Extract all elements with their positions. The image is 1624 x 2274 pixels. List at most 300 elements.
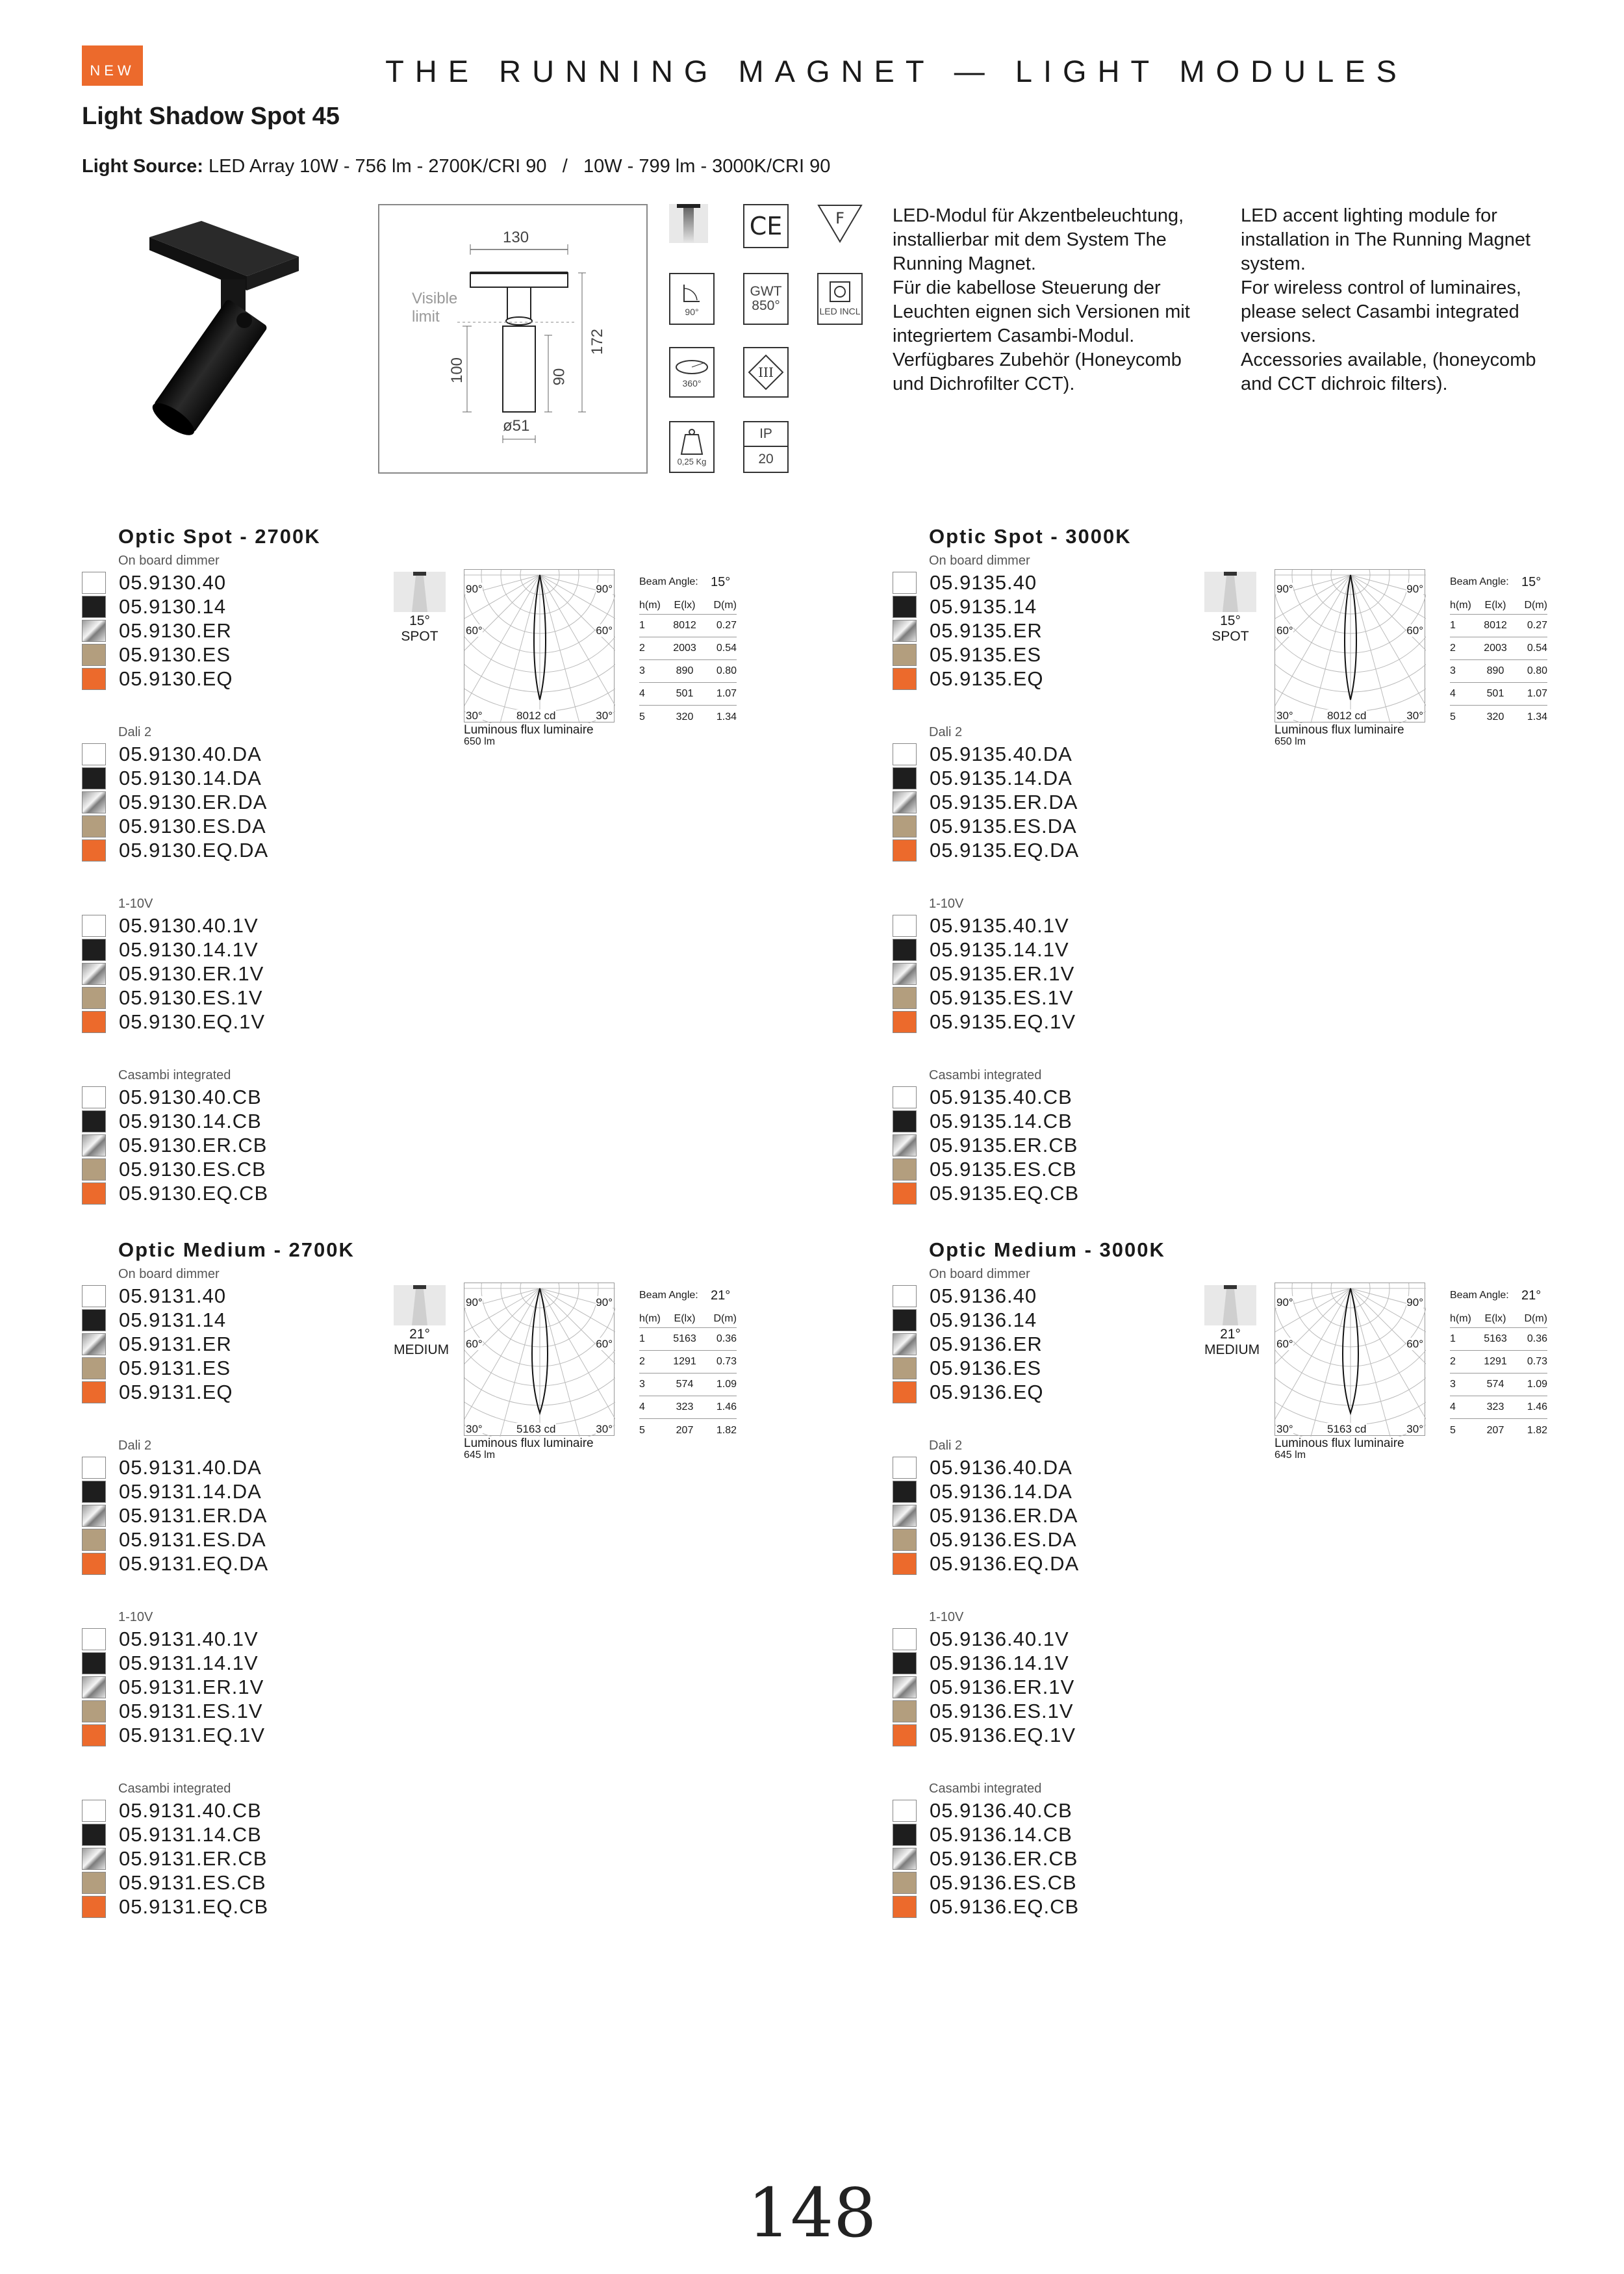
section-spot-3000k	[893, 525, 1624, 1230]
weight-icon	[669, 421, 715, 473]
beam-angle: 15°	[409, 613, 430, 628]
beam-angle-label: Beam Angle:	[1450, 576, 1509, 587]
cell-h: 1	[1450, 620, 1456, 631]
polar-30-right: 30°	[596, 709, 613, 722]
polar-30-left: 30°	[1276, 709, 1293, 722]
product-code-row	[82, 1699, 263, 1723]
product-code: 05.9131.EQ.1V	[119, 1723, 265, 1746]
product-code: 05.9130.40.CB	[119, 1085, 262, 1108]
product-code: 05.9136.40.DA	[930, 1455, 1072, 1479]
dim-visible-limit: Visible limit	[412, 290, 458, 326]
spot-type-icon	[669, 204, 708, 243]
product-code: 05.9130.40	[119, 570, 227, 594]
product-code-row	[82, 962, 264, 986]
product-code-row	[893, 938, 1069, 962]
finish-swatch	[893, 815, 917, 837]
col-d: D(m)	[1524, 1312, 1547, 1324]
product-code-row	[893, 594, 1037, 619]
finish-swatch	[893, 1481, 917, 1503]
photometric-table	[1450, 1288, 1547, 1442]
polar-30-right: 30°	[1406, 709, 1423, 722]
cell-e: 207	[1486, 1424, 1504, 1436]
col-h: h(m)	[1450, 599, 1471, 611]
product-code: 05.9131.ES	[119, 1356, 231, 1379]
polar-60-left: 60°	[466, 624, 483, 637]
cell-h: 4	[639, 688, 645, 699]
product-code: 05.9131.40.CB	[119, 1798, 262, 1822]
product-code-row	[893, 1181, 1079, 1205]
product-code: 05.9130.ER	[119, 619, 232, 642]
product-code: 05.9135.14.CB	[930, 1109, 1072, 1132]
product-code-row	[82, 938, 259, 962]
product-code-row	[893, 1010, 1076, 1034]
group-label: Casambi integrated	[118, 1782, 231, 1796]
product-code: 05.9136.EQ	[930, 1380, 1044, 1403]
product-code: 05.9130.EQ	[119, 667, 233, 690]
product-code: 05.9130.14.1V	[119, 938, 259, 961]
beam-angle: 15°	[1220, 613, 1241, 628]
polar-30-left: 30°	[466, 709, 483, 722]
cell-d: 1.46	[716, 1401, 737, 1412]
product-code: 05.9136.ES.1V	[930, 1699, 1074, 1722]
product-code-row	[893, 1651, 1069, 1675]
cell-d: 0.36	[1527, 1333, 1547, 1344]
finish-swatch	[893, 839, 917, 862]
product-code-row	[893, 1356, 1041, 1380]
dim-h172: 172	[589, 328, 607, 355]
product-code-row	[82, 1010, 265, 1034]
product-code-row	[893, 1109, 1072, 1133]
beam-name: MEDIUM	[1204, 1342, 1260, 1357]
finish-swatch	[893, 1357, 917, 1379]
product-code-row	[893, 962, 1074, 986]
product-code-row	[82, 1455, 262, 1479]
finish-swatch	[82, 1309, 106, 1331]
cell-h: 2	[639, 1356, 645, 1367]
cell-e: 501	[676, 688, 694, 699]
polar-60-right: 60°	[596, 1338, 613, 1350]
product-code-row	[893, 1284, 1037, 1308]
product-code: 05.9130.EQ.1V	[119, 1010, 265, 1033]
finish-swatch	[893, 1158, 917, 1181]
cell-d: 0.80	[1527, 665, 1547, 676]
product-code-row	[82, 1181, 268, 1205]
finish-swatch	[82, 1357, 106, 1379]
cell-h: 5	[639, 711, 645, 722]
finish-swatch	[893, 1872, 917, 1894]
col-h: h(m)	[639, 1312, 661, 1324]
polar-90-right: 90°	[596, 1296, 613, 1309]
table-row	[639, 1351, 737, 1373]
cell-e: 501	[1486, 688, 1504, 699]
group-label: Dali 2	[118, 1438, 152, 1453]
product-code: 05.9135.40.DA	[930, 742, 1072, 765]
finish-swatch	[82, 1158, 106, 1181]
table-row	[639, 706, 737, 728]
product-code: 05.9135.ER.CB	[930, 1133, 1078, 1156]
finish-swatch	[893, 668, 917, 690]
finish-swatch	[82, 1011, 106, 1033]
finish-swatch	[82, 915, 106, 937]
product-code-row	[82, 1479, 262, 1503]
product-code-row	[893, 742, 1072, 766]
product-code-row	[893, 643, 1041, 667]
finish-swatch	[82, 620, 106, 642]
product-code-row	[82, 1822, 262, 1846]
cell-e: 1291	[673, 1356, 696, 1367]
cell-d: 0.54	[716, 643, 737, 654]
polar-90-right: 90°	[596, 583, 613, 595]
product-code: 05.9135.ER	[930, 619, 1043, 642]
product-code-row	[82, 913, 259, 938]
beam-name: SPOT	[1212, 629, 1249, 644]
finish-swatch	[82, 1134, 106, 1156]
finish-swatch	[82, 1182, 106, 1205]
finish-swatch	[82, 1505, 106, 1527]
candela-value: 5163 cd	[1327, 1423, 1367, 1435]
finish-swatch	[82, 1848, 106, 1870]
table-row	[1450, 683, 1547, 706]
flux-label: Luminous flux luminaire	[1275, 1437, 1404, 1450]
product-code: 05.9131.ES.CB	[119, 1871, 266, 1894]
product-code: 05.9131.14	[119, 1308, 227, 1331]
cell-e: 320	[1486, 711, 1504, 722]
polar-90-left: 90°	[1276, 1296, 1293, 1309]
beam-name: MEDIUM	[394, 1342, 450, 1357]
product-code: 05.9131.14.DA	[119, 1479, 262, 1503]
section-title: Optic Medium - 3000K	[929, 1238, 1165, 1261]
finish-swatch	[893, 939, 917, 961]
product-code: 05.9136.ES.CB	[930, 1871, 1077, 1894]
product-code-row	[82, 1651, 259, 1675]
table-row	[1450, 1328, 1547, 1351]
polar-30-left: 30°	[1276, 1423, 1293, 1435]
product-code-row	[893, 1133, 1078, 1157]
polar-diagram	[1275, 1283, 1425, 1436]
product-code: 05.9131.EQ	[119, 1380, 233, 1403]
table-row	[639, 1419, 737, 1442]
finish-swatch	[893, 1824, 917, 1846]
finish-swatch	[82, 1481, 106, 1503]
cell-d: 1.09	[1527, 1379, 1547, 1390]
beam-angle: 21°	[1220, 1327, 1241, 1342]
group-label: 1-10V	[118, 1610, 153, 1624]
tilt-label: 90°	[685, 307, 699, 317]
table-row	[639, 615, 737, 637]
group-label: On board dimmer	[929, 554, 1030, 568]
product-code: 05.9136.EQ.CB	[930, 1895, 1080, 1918]
cell-e: 2003	[1484, 643, 1507, 654]
product-code-row	[82, 814, 266, 838]
table-row	[1450, 615, 1547, 637]
cell-e: 207	[676, 1424, 694, 1436]
product-code: 05.9131.ER	[119, 1332, 232, 1355]
finish-swatch	[82, 1800, 106, 1822]
product-code-row	[893, 1479, 1072, 1503]
finish-swatch	[82, 963, 106, 985]
finish-swatch	[893, 1800, 917, 1822]
polar-diagram	[1275, 569, 1425, 722]
rotate-label: 360°	[682, 378, 702, 389]
product-code-row	[893, 986, 1074, 1010]
product-code-row	[893, 1798, 1072, 1822]
product-code: 05.9135.EQ.1V	[930, 1010, 1076, 1033]
cell-e: 323	[1486, 1401, 1504, 1412]
finish-swatch	[82, 815, 106, 837]
group-label: 1-10V	[929, 897, 964, 911]
finish-swatch	[82, 1872, 106, 1894]
candela-value: 8012 cd	[516, 709, 556, 722]
cell-h: 5	[1450, 711, 1456, 722]
product-code: 05.9130.40.DA	[119, 742, 262, 765]
finish-swatch	[893, 1724, 917, 1746]
product-code-row	[893, 766, 1072, 790]
group-label: Casambi integrated	[929, 1782, 1042, 1796]
product-code: 05.9130.ES.CB	[119, 1157, 266, 1181]
finish-swatch	[893, 1628, 917, 1650]
polar-30-left: 30°	[466, 1423, 483, 1435]
page-number: 148	[747, 2173, 877, 2253]
polar-90-left: 90°	[466, 583, 483, 595]
product-code: 05.9136.ER.DA	[930, 1503, 1078, 1527]
product-code-row	[82, 594, 226, 619]
cell-d: 1.07	[1527, 688, 1547, 699]
product-code-row	[82, 1895, 268, 1919]
table-row	[1450, 706, 1547, 728]
group-label: Dali 2	[118, 725, 152, 739]
cell-d: 0.54	[1527, 643, 1547, 654]
section-title: Optic Spot - 2700K	[118, 525, 321, 548]
product-title: Light Shadow Spot 45	[82, 103, 340, 130]
cell-h: 3	[639, 1379, 645, 1390]
finish-swatch	[893, 1110, 917, 1132]
product-code: 05.9135.ES.CB	[930, 1157, 1077, 1181]
cell-d: 0.27	[716, 620, 737, 631]
cell-h: 1	[639, 1333, 645, 1344]
product-code: 05.9136.ES.DA	[930, 1527, 1077, 1551]
gwt-label: GWT 850°	[750, 284, 782, 313]
flux-value: 645 lm	[1275, 1450, 1306, 1461]
finish-swatch	[82, 1457, 106, 1479]
dim-h90: 90	[550, 368, 568, 386]
product-code: 05.9131.40.DA	[119, 1455, 262, 1479]
finish-swatch	[893, 1182, 917, 1205]
product-code-row	[82, 1284, 226, 1308]
product-code: 05.9136.14.CB	[930, 1822, 1072, 1846]
product-code-row	[82, 1308, 226, 1332]
cell-e: 8012	[673, 620, 696, 631]
description-en: LED accent lighting module for installation in The Running Magnet system. For wireless control of luminaires, please select Casambi integrated versions. Accessories available, (honeycomb and CCT dichroic filters).	[1241, 205, 1536, 394]
finish-swatch	[893, 791, 917, 813]
product-code: 05.9130.ES	[119, 643, 231, 666]
col-e: E(lx)	[1484, 599, 1506, 611]
polar-diagram	[464, 1283, 615, 1436]
finish-swatch	[893, 1309, 917, 1331]
product-code-row	[82, 1798, 262, 1822]
finish-swatch	[893, 572, 917, 594]
product-code-row	[893, 1675, 1074, 1699]
finish-swatch	[893, 1333, 917, 1355]
finish-swatch	[82, 1333, 106, 1355]
finish-swatch	[82, 1086, 106, 1108]
product-code-row	[82, 1157, 266, 1181]
photometric-table	[639, 574, 737, 728]
product-code: 05.9130.ES.DA	[119, 814, 266, 837]
cell-h: 3	[1450, 665, 1456, 676]
beam-angle-value: 15°	[711, 574, 731, 589]
product-code-row	[82, 1871, 266, 1895]
product-code: 05.9130.ER.1V	[119, 962, 264, 985]
product-code: 05.9136.40	[930, 1284, 1037, 1307]
product-code-row	[82, 742, 262, 766]
finish-swatch	[893, 1700, 917, 1722]
finish-swatch	[893, 767, 917, 789]
product-code: 05.9135.ES.1V	[930, 986, 1074, 1009]
page-title: THE RUNNING MAGNET — LIGHT MODULES	[385, 54, 1408, 88]
product-code: 05.9130.ER.CB	[119, 1133, 268, 1156]
cell-d: 0.27	[1527, 620, 1547, 631]
finish-swatch	[893, 963, 917, 985]
col-h: h(m)	[639, 599, 661, 611]
product-code-row	[82, 986, 263, 1010]
product-code: 05.9136.ER	[930, 1332, 1043, 1355]
beam-angle-label: Beam Angle:	[1450, 1290, 1509, 1301]
beam-angle: 21°	[409, 1327, 430, 1342]
cell-e: 323	[676, 1401, 694, 1412]
finish-swatch	[893, 915, 917, 937]
table-row	[639, 637, 737, 660]
product-code-row	[893, 1822, 1072, 1846]
polar-90-left: 90°	[466, 1296, 483, 1309]
finish-swatch	[893, 1381, 917, 1403]
table-row	[639, 1373, 737, 1396]
finish-swatch	[82, 1285, 106, 1307]
product-code: 05.9136.ER.1V	[930, 1675, 1075, 1698]
finish-swatch	[82, 1553, 106, 1575]
finish-swatch	[82, 1529, 106, 1551]
svg-text:F: F	[835, 209, 844, 227]
finish-swatch	[82, 1652, 106, 1674]
dim-diameter: ø51	[503, 417, 530, 435]
product-code-row	[82, 1675, 264, 1699]
light-source-label: Light Source:	[82, 156, 203, 177]
table-row	[1450, 1351, 1547, 1373]
beam-type-icon	[394, 572, 446, 645]
finish-swatch	[893, 1134, 917, 1156]
finish-swatch	[82, 596, 106, 618]
photometric-table	[1450, 574, 1547, 728]
beam-name: SPOT	[401, 629, 438, 644]
table-row	[1450, 1396, 1547, 1419]
product-code: 05.9135.ES.DA	[930, 814, 1077, 837]
finish-swatch	[893, 1529, 917, 1551]
table-row	[639, 660, 737, 683]
ip-label: IP	[744, 422, 787, 447]
group-label: Casambi integrated	[929, 1068, 1042, 1082]
beam-angle-label: Beam Angle:	[639, 1290, 698, 1301]
product-code: 05.9130.ES.1V	[119, 986, 263, 1009]
product-code: 05.9135.ES	[930, 643, 1042, 666]
cell-h: 2	[1450, 643, 1456, 654]
polar-90-left: 90°	[1276, 583, 1293, 595]
cell-h: 3	[639, 665, 645, 676]
finish-swatch	[893, 1086, 917, 1108]
section-medium-2700k	[82, 1238, 829, 1943]
cell-h: 4	[639, 1401, 645, 1412]
dimension-drawing	[378, 204, 648, 474]
product-code: 05.9136.EQ.DA	[930, 1552, 1080, 1575]
polar-30-right: 30°	[596, 1423, 613, 1435]
col-e: E(lx)	[674, 1312, 696, 1324]
dim-width: 130	[503, 229, 529, 246]
product-code: 05.9135.EQ.DA	[930, 838, 1080, 862]
finish-swatch	[82, 791, 106, 813]
polar-90-right: 90°	[1406, 583, 1423, 595]
col-e: E(lx)	[1484, 1312, 1506, 1324]
product-code-row	[893, 913, 1069, 938]
product-code-row	[82, 1109, 262, 1133]
group-label: Casambi integrated	[118, 1068, 231, 1082]
polar-diagram	[464, 569, 615, 722]
product-code: 05.9136.40.1V	[930, 1627, 1069, 1650]
group-label: Dali 2	[929, 1438, 963, 1453]
product-code-row	[893, 1503, 1078, 1527]
product-code-row	[82, 1552, 268, 1576]
table-row	[639, 1328, 737, 1351]
product-code: 05.9135.ER.DA	[930, 790, 1078, 813]
cell-h: 2	[1450, 1356, 1456, 1367]
product-code-row	[82, 790, 267, 814]
cell-h: 5	[1450, 1424, 1456, 1436]
finish-swatch	[82, 1824, 106, 1846]
finish-swatch	[82, 939, 106, 961]
finish-swatch	[82, 1700, 106, 1722]
product-code: 05.9130.EQ.DA	[119, 838, 269, 862]
finish-swatch	[82, 839, 106, 862]
finish-swatch	[893, 1457, 917, 1479]
product-code-row	[82, 1723, 265, 1747]
table-row	[1450, 1373, 1547, 1396]
cell-e: 574	[1486, 1379, 1504, 1390]
cell-h: 5	[639, 1424, 645, 1436]
product-code-row	[82, 1503, 267, 1527]
finish-swatch	[82, 572, 106, 594]
flux-value: 650 lm	[1275, 736, 1306, 747]
product-code-row	[893, 1455, 1072, 1479]
flux-label: Luminous flux luminaire	[1275, 723, 1404, 737]
light-source-line	[82, 156, 830, 177]
gwt-icon	[743, 273, 789, 325]
product-code-row	[82, 1846, 267, 1871]
product-code: 05.9131.ER.CB	[119, 1846, 268, 1870]
product-code-row	[893, 1552, 1079, 1576]
beam-angle-value: 21°	[711, 1288, 731, 1303]
product-code: 05.9131.ES.1V	[119, 1699, 263, 1722]
finish-swatch	[893, 1652, 917, 1674]
product-code: 05.9131.EQ.DA	[119, 1552, 269, 1575]
polar-30-right: 30°	[1406, 1423, 1423, 1435]
product-code: 05.9136.ER.CB	[930, 1846, 1078, 1870]
finish-swatch	[82, 1724, 106, 1746]
col-h: h(m)	[1450, 1312, 1471, 1324]
cell-h: 1	[1450, 1333, 1456, 1344]
product-code-row	[893, 1332, 1043, 1356]
product-code: 05.9130.14.DA	[119, 766, 262, 789]
rotate-icon	[669, 347, 715, 398]
product-code: 05.9130.14.CB	[119, 1109, 262, 1132]
group-label: On board dimmer	[118, 554, 220, 568]
product-code: 05.9136.ES	[930, 1356, 1042, 1379]
